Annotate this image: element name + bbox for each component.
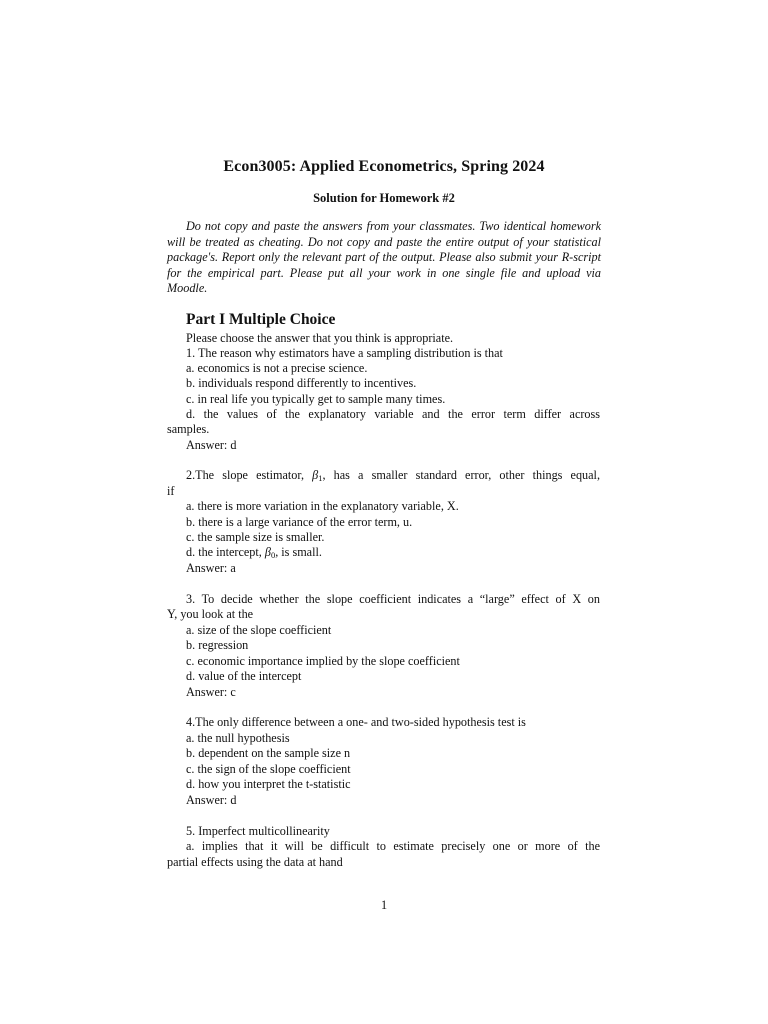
beta-symbol: β: [312, 468, 319, 482]
q2-option-c: c. the sample size is smaller.: [186, 530, 325, 544]
q4-option-c: c. the sign of the slope coefficient: [186, 762, 351, 776]
document-subtitle: Solution for Homework #2: [313, 191, 455, 205]
q1-option-d-continued: samples.: [167, 422, 210, 436]
q2-option-b: b. there is a large variance of the error term, u.: [186, 515, 413, 529]
instructions-paragraph: Do not copy and paste the answers from your classmates. Two identical homework will be treated as cheating. Do not copy and paste the entire output of your statistical package's. Report only the relevant part of the output. Please also submit your R-script for the empirical part. Please put all your work in one single file and upload via Moodle.: [167, 219, 601, 296]
question-2: [186, 468, 600, 486]
question-2-continued: if: [167, 484, 175, 498]
beta-symbol: β: [264, 545, 271, 559]
q4-option-d: d. how you interpret the t-statistic: [186, 777, 351, 791]
section-intro: Please choose the answer that you think is appropriate.: [186, 331, 454, 345]
q5-option-a-continued: partial effects using the data at hand: [167, 855, 343, 869]
q1-answer: Answer: d: [186, 438, 237, 452]
q3-option-d: d. value of the intercept: [186, 669, 302, 683]
q4-answer: Answer: d: [186, 793, 237, 807]
document-title: Econ3005: Applied Econometrics, Spring 2024: [223, 158, 545, 175]
q4-option-a: a. the null hypothesis: [186, 731, 290, 745]
q2-option-a: a. there is more variation in the explanatory variable, X.: [186, 499, 459, 513]
q3-option-b: b. regression: [186, 638, 249, 652]
q2-d-post: , is small.: [275, 545, 322, 559]
q3-answer: Answer: c: [186, 685, 236, 699]
section-title: Part I Multiple Choice: [186, 311, 336, 328]
q1-option-b: b. individuals respond differently to incentives.: [186, 376, 417, 390]
q2-text-pre: 2.The slope estimator,: [186, 468, 313, 482]
question-1: 1. The reason why estimators have a sampling distribution is that: [186, 346, 503, 360]
question-4: 4.The only difference between a one- and two-sided hypothesis test is: [186, 715, 526, 729]
beta-subscript: 1: [318, 473, 323, 483]
q3-option-c: c. economic importance implied by the slope coefficient: [186, 654, 460, 668]
q5-option-a: a. implies that it will be difficult to estimate precisely one or more of the: [186, 839, 600, 853]
q1-option-a: a. economics is not a precise science.: [186, 361, 368, 375]
q2-text-post: , has a smaller standard error, other things equal,: [322, 468, 600, 482]
q2-d-pre: d. the intercept,: [186, 545, 265, 559]
question-3: 3. To decide whether the slope coefficient indicates a “large” effect of X on: [186, 592, 600, 606]
question-5: 5. Imperfect multicollinearity: [186, 824, 330, 838]
question-3-continued: Y, you look at the: [167, 607, 254, 621]
q1-option-c: c. in real life you typically get to sample many times.: [186, 392, 446, 406]
beta-subscript: 0: [270, 550, 276, 560]
page-number: 1: [380, 898, 388, 912]
q4-option-b: b. dependent on the sample size n: [186, 746, 351, 760]
q2-answer: Answer: a: [186, 561, 236, 575]
q3-option-a: a. size of the slope coefficient: [186, 623, 332, 637]
q1-option-d: d. the values of the explanatory variable and the error term differ across: [186, 407, 600, 421]
